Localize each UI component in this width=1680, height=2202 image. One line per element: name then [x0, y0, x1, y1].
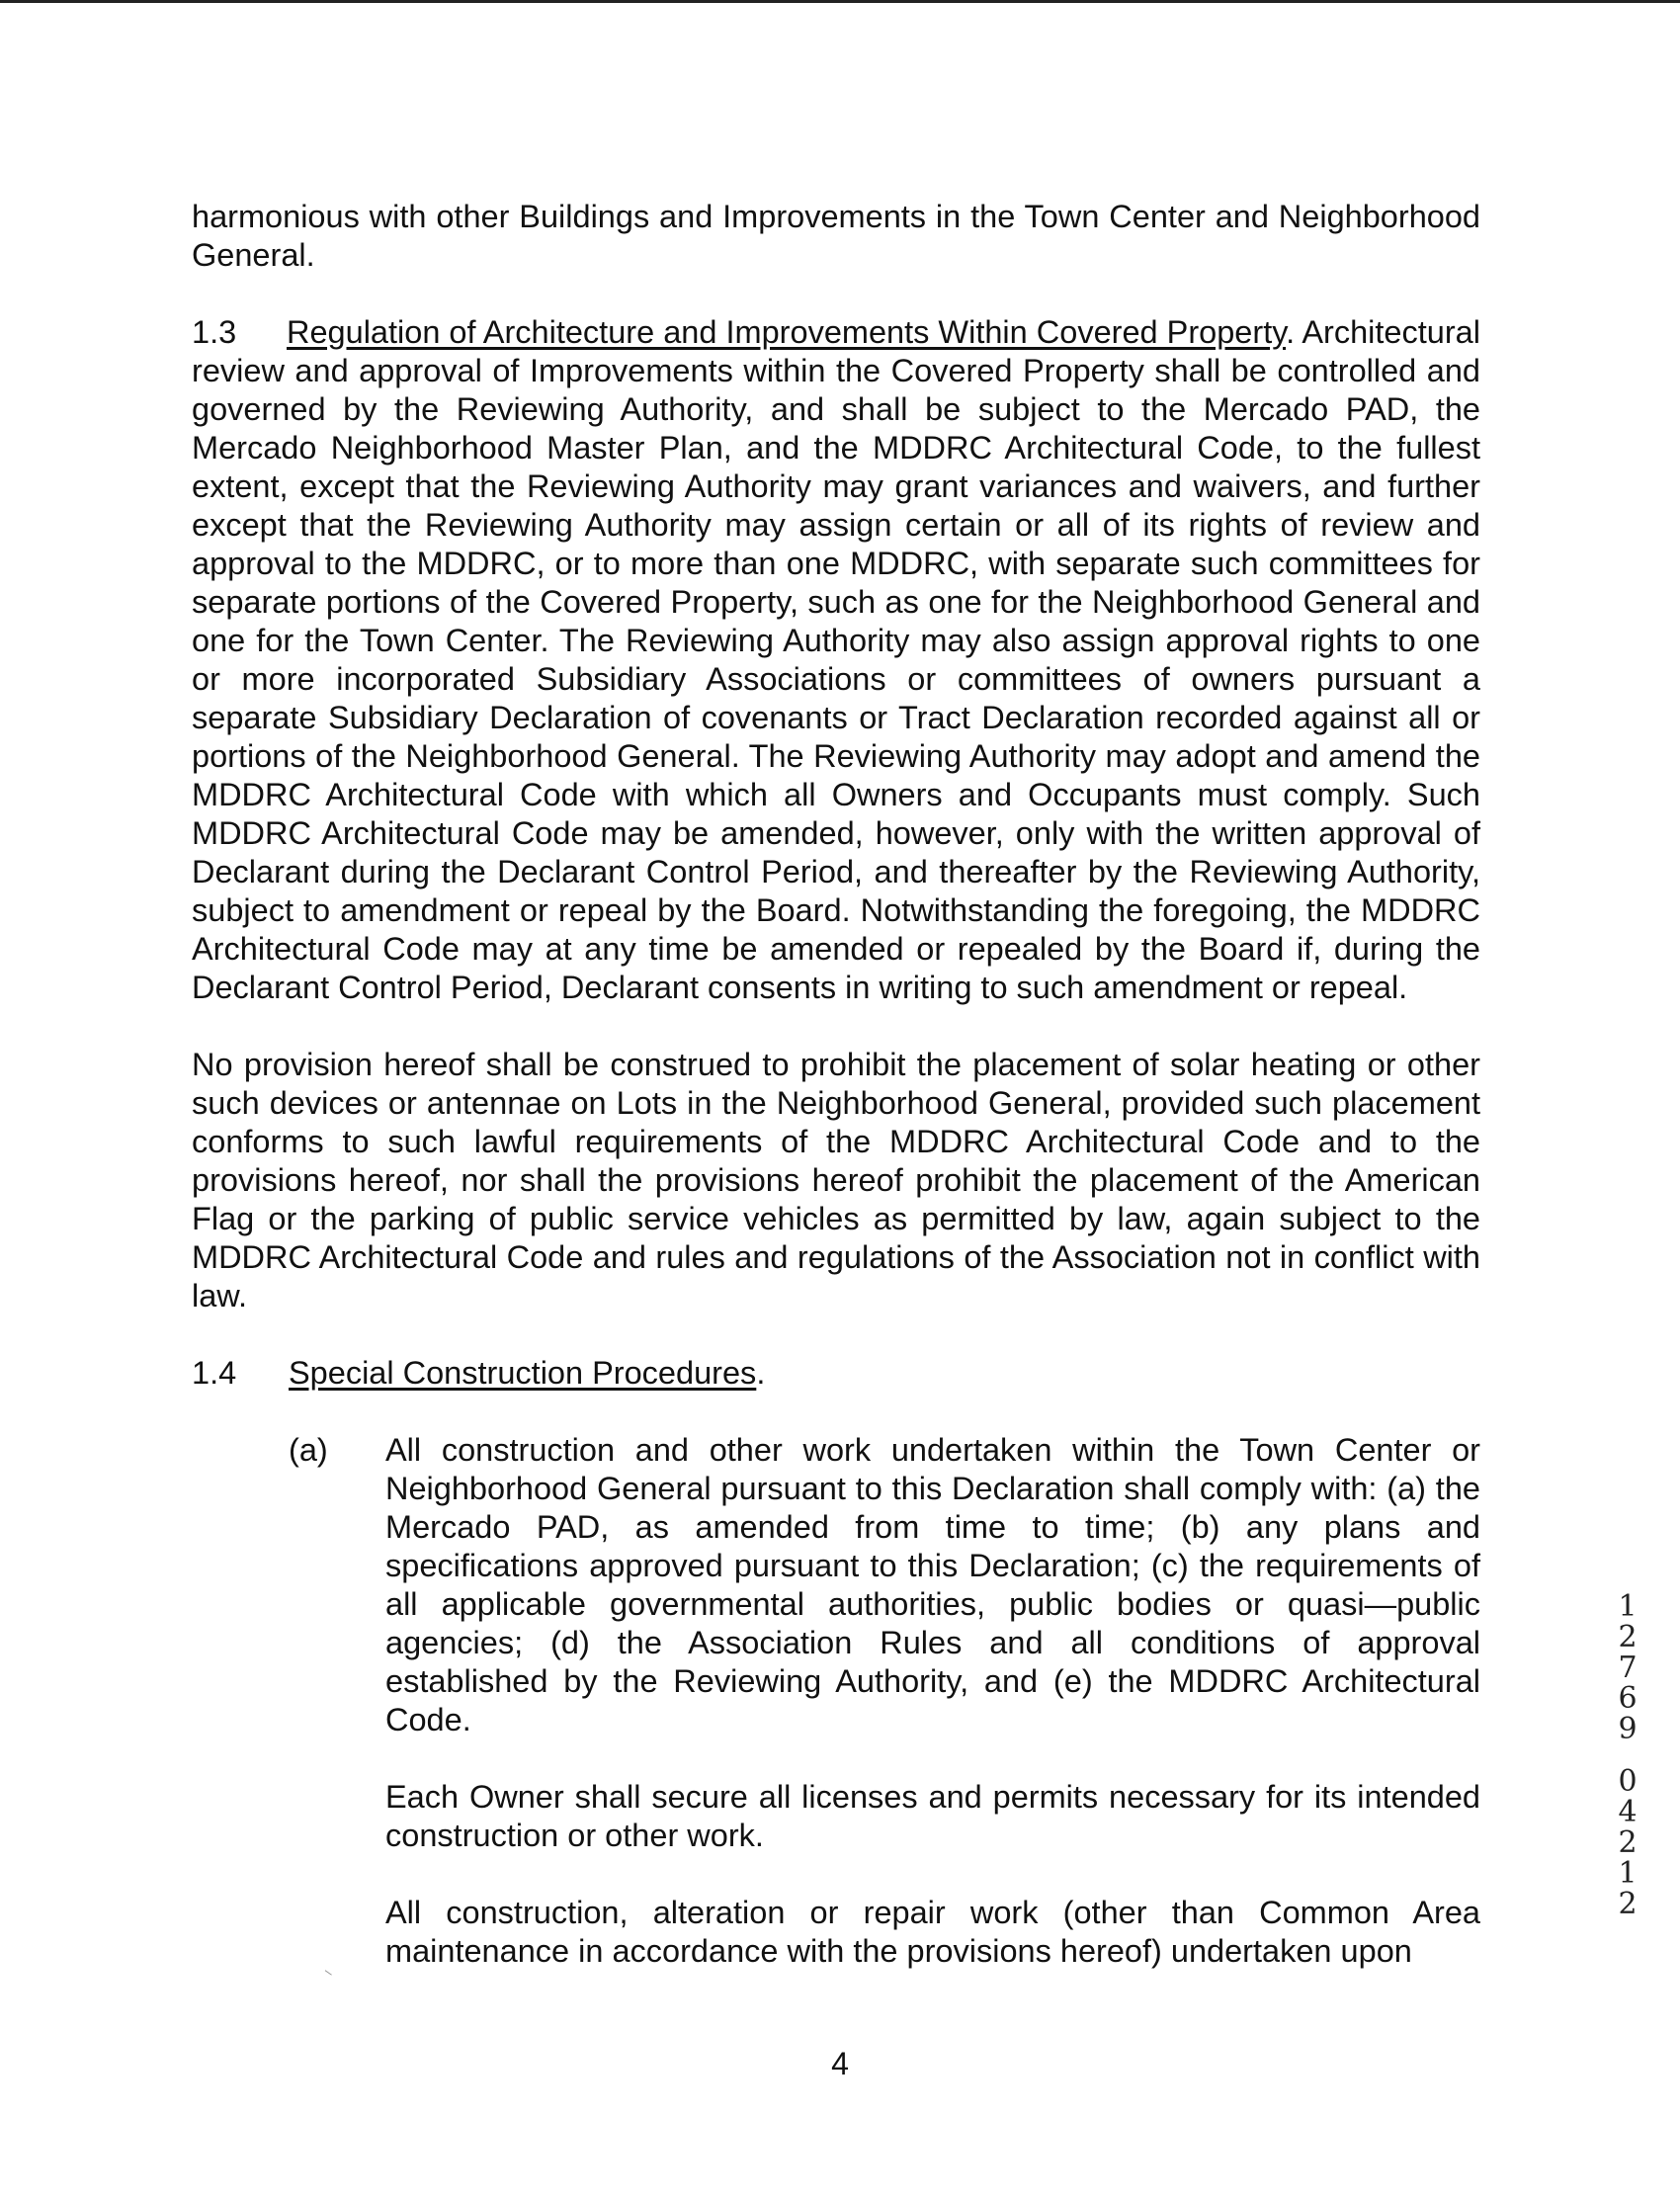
subsection-label: (a)	[289, 1432, 328, 1468]
licenses-paragraph: Each Owner shall secure all licenses and permits necessary for its intended construction or other work.	[385, 1779, 1480, 1853]
scan-top-border	[0, 0, 1680, 3]
subsection-a	[289, 1431, 1480, 1739]
page-number: 4	[831, 2046, 849, 2081]
construction-paragraph: All construction, alteration or repair work (other than Common Area maintenance in accordance with the provisions hereof) undertaken upon	[385, 1895, 1480, 1969]
section-heading: Special Construction Procedures	[289, 1355, 757, 1391]
document-page	[192, 198, 1480, 1971]
subsection-text: All construction and other work undertaken within the Town Center or Neighborhood General pursuant to this Declaration shall comply with: (a) the Mercado PAD, as amended from time to time; (b) any plans and specifications approved pursuant to this Declaration; (c) the requirements of all applicable governmental authorities, public bodies or quasi—public agencies; (d) the Association Rules and all conditions of approval established by the Reviewing Authority, and (e) the MDDRC Architectural Code.	[385, 1432, 1480, 1737]
section-1-4-heading: 1.4 Special Construction Procedures.	[192, 1355, 766, 1391]
section-heading: Regulation of Architecture and Improvements Within Covered Property	[287, 314, 1287, 350]
continuation-paragraph: harmonious with other Buildings and Improvements in the Town Center and Neighborhood General.	[192, 199, 1480, 273]
section-number: 1.4	[192, 1355, 237, 1391]
recording-number: 1 2 7 6 9 0 4 2 1 2	[1618, 1589, 1638, 1921]
section-1-3-paragraph: 1.3 Regulation of Architecture and Improvements Within Covered Property. Architectural review and approval of Improvements within the Covered Property shall be controlled and governed by the Reviewing Authority, and shall be subject to the Mercado PAD, the Mercado Neighborhood Master Plan, and the MDDRC Architectural Code, to the fullest extent, except that the Reviewing Authority may grant variances and waivers, and further except that the Reviewing Authority may assign certain or all of its rights of review and approval to the MDDRC, or to more than one MDDRC, with separate such committees for separate portions of the Covered Property, such as one for the Neighborhood General and one for the Town Center. The Reviewing Authority may also assign approval rights to one or more incorporated Subsidiary Associations or committees of owners pursuant a separate Subsidiary Declaration of covenants or Tract Declaration recorded against all or portions of the Neighborhood General. The Reviewing Authority may adopt and amend the MDDRC Architectural Code with which all Owners and Occupants must comply. Such MDDRC Architectural Code may be amended, however, only with the written approval of Declarant during the Declarant Control Period, and thereafter by the Reviewing Authority, subject to amendment or repeal by the Board. Notwithstanding the foregoing, the MDDRC Architectural Code may at any time be amended or repealed by the Board if, during the Declarant Control Period, Declarant consents in writing to such amendment or repeal.	[192, 314, 1480, 1005]
section-body: Architectural review and approval of Improvements within the Covered Property shall be controlled and governed by the Reviewing Authority, and shall be subject to the Mercado PAD, the Mercado Neighborhood Master Plan, and the MDDRC Architectural Code, to the fullest extent, except that the Reviewing Authority may grant variances and waivers, and further except that the Reviewing Authority may assign certain or all of its rights of review and approval to the MDDRC, or to more than one MDDRC, with separate such committees for separate portions of the Covered Property, such as one for the Neighborhood General and one for the Town Center. The Reviewing Authority may also assign approval rights to one or more incorporated Subsidiary Associations or committees of owners pursuant a separate Subsidiary Declaration of covenants or Tract Declaration recorded against all or portions of the Neighborhood General. The Reviewing Authority may adopt and amend the MDDRC Architectural Code with which all Owners and Occupants must comply. Such MDDRC Architectural Code may be amended, however, only with the written approval of Declarant during the Declarant Control Period, and thereafter by the Reviewing Authority, subject to amendment or repeal by the Board. Notwithstanding the foregoing, the MDDRC Architectural Code may at any time be amended or repealed by the Board if, during the Declarant Control Period, Declarant consents in writing to such amendment or repeal.	[192, 314, 1480, 1005]
section-number: 1.3	[192, 314, 237, 350]
solar-devices-paragraph: No provision hereof shall be construed to prohibit the placement of solar heating or other such devices or antennae on Lots in the Neighborhood General, provided such placement conforms to such lawful requirements of the MDDRC Architectural Code and to the provisions hereof, nor shall the provisions hereof prohibit the placement of the American Flag or the parking of public service vehicles as permitted by law, again subject to the MDDRC Architectural Code and rules and regulations of the Association not in conflict with law.	[192, 1047, 1480, 1313]
